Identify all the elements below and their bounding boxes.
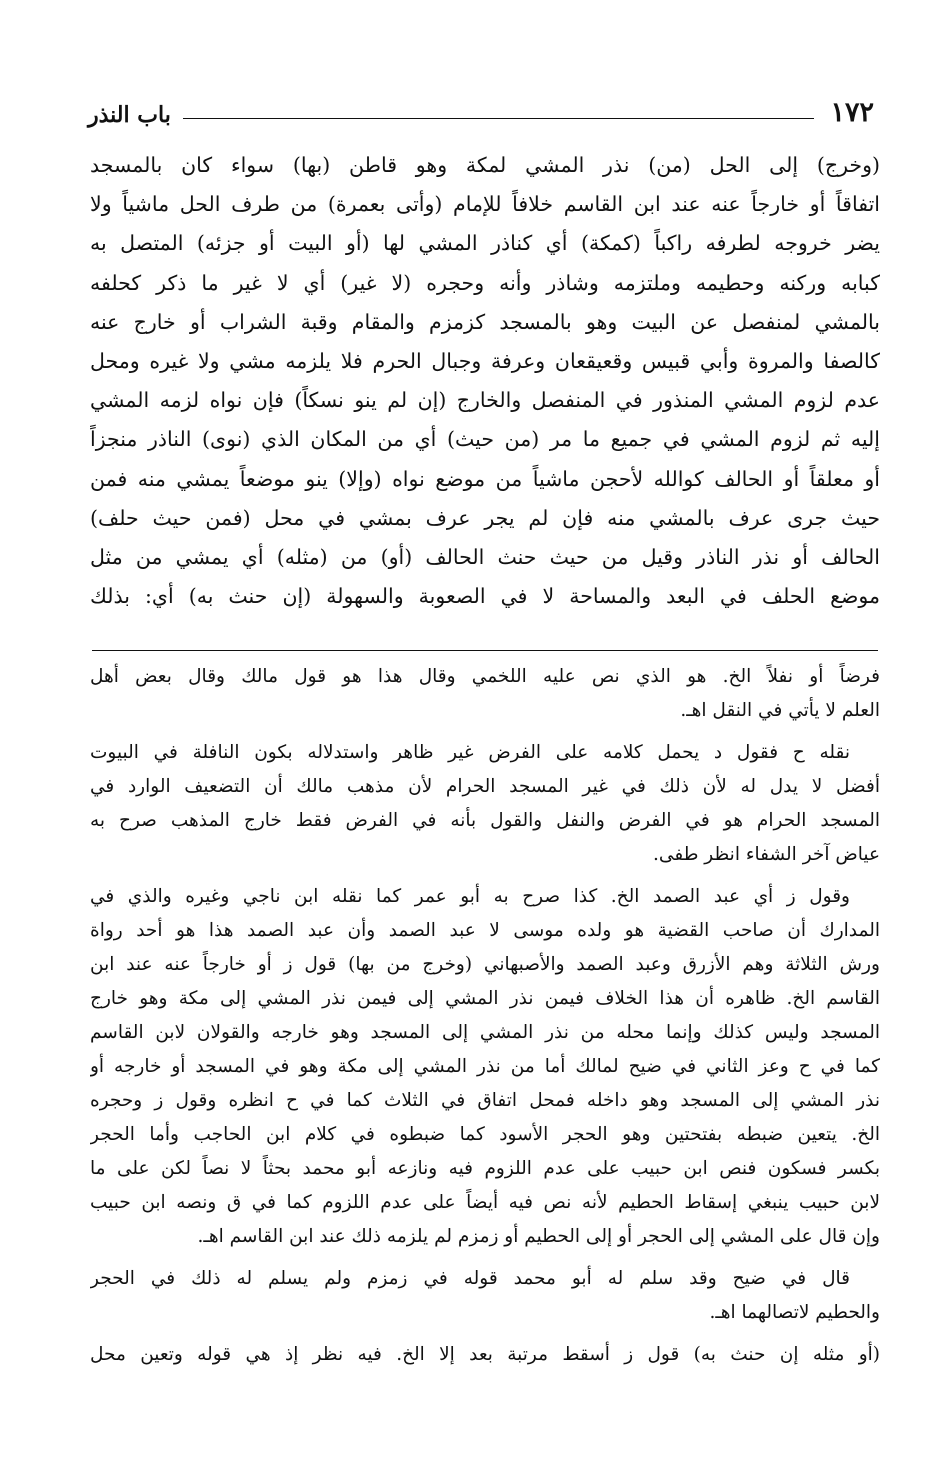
main-text-line: إليه ثم لزوم المشي في جميع ما مر (من حيث) أي من المكان الذي (نوى) الناذر منجزاً xyxy=(90,427,880,452)
main-text-line: الحالف أو نذر الناذر وقيل من حيث حنث الحالف (أو) من (مثله) أي يمشي من مثل xyxy=(90,544,880,569)
note-line: القاسم الخ. ظاهره أن هذا الخلاف فيمن نذر المشي إلى فيمن نذر المشي إلى مكة وهو خارج xyxy=(90,988,880,1009)
note-paragraph xyxy=(90,1262,880,1330)
note-line: المسجد الحرام هو في الفرض والنفل والقول بأنه في الفرض فقط خارج المذهب صرح به xyxy=(90,810,880,831)
main-text-line: حيث جرى عرف بالمشي منه فإن لم يجر عرف بمشي في محل (فمن حيث حلف) xyxy=(90,505,880,530)
main-text-line: (وخرج) إلى الحل (من) نذر المشي لمكة وهو قاطن (بها) سواء كان بالمسجد xyxy=(90,153,880,177)
chapter-title: باب النذر xyxy=(88,102,171,128)
commentary-notes xyxy=(90,660,880,1380)
main-text-line: عدم لزوم المشي المنذور في المنفصل والخارج (إن لم ينو نسكاً) فإن نواه لزمه المشي xyxy=(90,388,880,413)
note-line: قال في ضيح وقد سلم له أبو محمد قوله في زمزم ولم يسلم له ذلك في الحجر xyxy=(90,1268,850,1289)
note-line: المدارك أن صاحب القضية هو ولده موسى لا عبد الصمد وأن عبد الصمد هذا هو أحد رواة xyxy=(90,920,880,941)
note-line: كما في ح وعز الثاني في ضيح لمالك أما من نذر المشي إلى مكة وهو في المسجد أو خارجه أو xyxy=(90,1056,880,1077)
main-text-line: موضع الحلف في البعد والمساحة لا في الصعوبة والسهولة (إن حنث به) أي: بذلك xyxy=(90,584,880,609)
header-rule xyxy=(183,118,815,119)
main-text-line: كبابه وركنه وحطيمه وملتزمه وشاذر وأنه وحجره (لا غير) أي لا غير ما ذكر كحلفه xyxy=(90,270,880,295)
footnote-divider xyxy=(92,650,878,651)
main-text xyxy=(90,146,880,616)
main-text-line: كالصفا والمروة وأبي قبيس وقعيقعان وعرفة وجبال الحرم فلا يلزمه مشي ولا غيره ومحل xyxy=(90,348,880,373)
note-paragraph xyxy=(90,1338,880,1372)
page-header xyxy=(88,88,874,128)
main-text-line: يضر خروجه لطرفه راكباً (كمكة) أي كناذر المشي لها (أو البيت أو جزئه) المتصل به xyxy=(90,231,880,256)
note-line: (أو مثله إن حنث به) قول ز أسقط مرتبة بعد إلا الخ. فيه نظر إذ هي قوله وتعين محل xyxy=(90,1344,880,1365)
main-text-line: اتفاقاً أو خارجاً عنه عند ابن القاسم خلافاً للإمام (وأتى بعمرة) من طرف الحل ماشياً ولا xyxy=(90,192,880,217)
note-paragraph xyxy=(90,660,880,728)
note-line: بكسر فسكون فنص ابن حبيب على عدم اللزوم فيه ونازعه أبو محمد بحثاً لا نصاً لكن على ما xyxy=(90,1158,880,1179)
note-line: نذر المشي إلى المسجد وهو داخله فمحل اتفاق في الثلاث كما في ح انظره وقول ز وحجره xyxy=(90,1090,880,1111)
note-line: ورش الثلاثة وهم الأزرق وعبد الصمد والأصبهاني (وخرج من بها) قول ز أو خارجاً عنه عند ابن xyxy=(90,954,880,975)
note-line: نقله ح فقول د يحمل كلامه على الفرض غير ظاهر واستدلاله بكون النافلة في البيوت xyxy=(90,742,850,763)
note-line: وإن قال على المشي إلى الحجر أو إلى الحطيم أو زمزم لم يلزمه ذلك عند ابن القاسم اهـ. xyxy=(197,1226,880,1247)
note-line: والحطيم لاتصالهما اهـ. xyxy=(709,1302,880,1323)
note-line: لابن حبيب ينبغي إسقاط الحطيم لأنه نص فيه أيضاً على عدم اللزوم كما في ق ونصه ابن حبيب xyxy=(90,1192,880,1213)
main-text-line: بالمشي لمنفصل عن البيت وهو بالمسجد كزمزم والمقام وقبة الشراب أو خارج عنه xyxy=(90,309,880,334)
note-line: عياض آخر الشفاء انظر طفى. xyxy=(653,844,880,865)
note-line: أفضل لا يدل له لأن ذلك في غير المسجد الحرام لأن مذهب مالك أن التضعيف الوارد في xyxy=(90,776,880,797)
main-text-line: أو معلقاً أو الحالف كوالله لأحجن ماشياً من موضع نواه (وإلا) ينو موضعاً يمشي منه فمن xyxy=(90,466,880,491)
note-line: العلم لا يأتي في النقل اهـ. xyxy=(680,700,880,721)
note-paragraph xyxy=(90,736,880,872)
note-line: الخ. يتعين ضبطه بفتحتين وهو الحجر الأسود كما ضبطوه في كلام ابن الحاجب وأما الحجر xyxy=(90,1124,880,1145)
note-line: فرضاً أو نفلاً الخ. هو الذي نص عليه اللخمي وقال هذا هو قول مالك وقال بعض أهل xyxy=(90,666,880,687)
page-number: ١٧٢ xyxy=(830,97,874,128)
note-line: المسجد وليس كذلك وإنما محله من نذر المشي إلى المسجد وهو خارجه والقولان لابن القاسم xyxy=(90,1022,880,1043)
note-paragraph xyxy=(90,880,880,1254)
note-line: وقول ز أي عبد الصمد الخ. كذا صرح به أبو عمر كما نقله ابن ناجي وغيره والذي في xyxy=(90,886,850,907)
